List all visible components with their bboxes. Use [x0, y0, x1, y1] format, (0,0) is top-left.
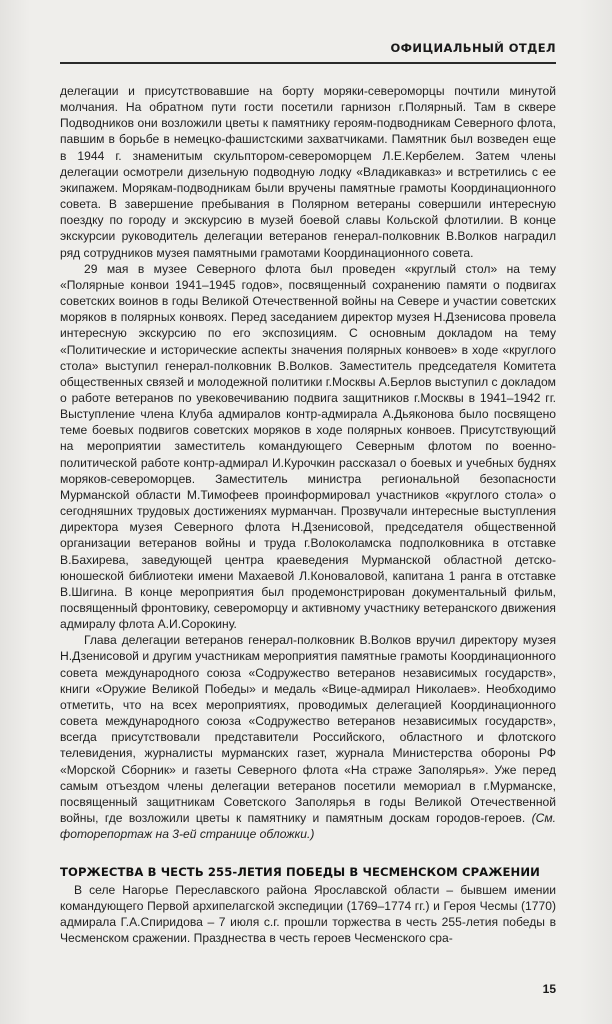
article-2-paragraph: В селе Нагорье Переславского района Ярославской области – бывшем имении командующего Первой архипелагской экспедиции (1769–1774 гг.) и Героя Чесмы (1770) адмирала Г.А.Спиридова – 7 июля с.г. прошли торжества в честь 255-летия победы в Чесменском сражении. Празднества в честь героев Чесменского сра-: [60, 883, 556, 946]
photo-note: (См. фоторепортаж на 3-ей странице обложки.): [60, 811, 556, 842]
paragraph-1: делегации и присутствовавшие на борту моряки-североморцы почтили минутой молчания. На обратном пути гости посетили гарнизон г.Полярный. Там в сквере Подводников они возложили цветы к памятнику героям-подводникам Северного флота, павшим в борьбе в немецко-фашистскими захватчиками. Памятник был возведен еще в 1944 г. знаменитым скульптором-североморцем Л.Е.Кербелем. Затем члены делегации осмотрели дизельную подводную лодку «Владикавказ» и встретились с ее экипажем. Морякам-подводникам были вручены памятные грамоты Координационного совета. В завершение пребывания в Полярном ветераны совершили интересную поездку по городу и экскурсию в музей боевой славы Кольской флотилии. В конце экскурсии руководитель делегации ветеранов генерал-полковник В.Волков наградил ряд сотрудников музея памятными грамотами Координационного совета.: [60, 84, 556, 260]
page-header: [60, 36, 556, 64]
paragraph-3-text: Глава делегации ветеранов генерал-полковник В.Волков вручил директору музея Н.Дзенисовой и другим участникам мероприятия памятные грамоты Координационного совета международного союза «Содружество ветеранов независимых государств», книги «Оружие Великой Победы» и медаль «Вице-адмирал Николаев». Необходимо отметить, что на всех мероприятиях, проводимых делегацией Координационного совета международного союза «Содружество ветеранов независимых государств», всегда присутствовали представители Российского, областного и флотского телевидения, журналисты мурманских газет, журнала Министерства обороны РФ «Морской Сборник» и газеты Северного флота «На страже Заполярья». Уже перед самым отъездом члены делегации ветеранов посетили мемориал в г.Мурманске, посвященный защитникам Советского Заполярья в годы Великой Отечественной войны, где возложили цветы к памятнику и памятным доскам городов-героев.: [60, 633, 556, 826]
paragraph-3: [60, 632, 556, 842]
page-number: 15: [542, 982, 556, 996]
section-title: ОФИЦИАЛЬНЫЙ ОТДЕЛ: [390, 41, 556, 55]
article-heading: ТОРЖЕСТВА В ЧЕСТЬ 255-ЛЕТИЯ ПОБЕДЫ В ЧЕСМЕНСКОМ СРАЖЕНИИ: [60, 865, 540, 879]
paragraph-2: 29 мая в музее Северного флота был проведен «круглый стол» на тему «Полярные конвои 1941–1945 годов», посвященный сохранению памяти о подвигах советских воинов в годы Великой Отечественной войны на Севере и участии советских моряков в полярных конвоях. Перед заседанием директор музея Н.Дзенисова провела интересную экскурсию по его экспозициям. С основным докладом на тему «Политические и исторические аспекты значения полярных конвоев» в ходе «круглого стола» выступил генерал-полковник В.Волков. Заместитель председателя Комитета общественных связей и молодежной политики г.Москвы А.Берлов выступил с докладом о работе ветеранов по увековечиванию подвига защитников г.Москвы в 1941–1942 гг. Выступление члена Клуба адмиралов контр-адмирала А.Дьяконова было посвящено теме боевых подвигов советских моряков в ходе полярных конвоев. Присутствующий на мероприятии заместитель командующего Северным флотом по военно-политической работе контр-адмирал И.Курочкин рассказал о боевых и учебных буднях моряков-североморцев. Заместитель министра региональной безопасности Мурманской области М.Тимофеев проинформировал участников «круглого стола» о сегодняшних трудовых достижениях мурманчан. Прозвучали интересные выступления директора музея Северного флота Н.Дзенисовой, председателя общественной организации ветеранов войны и труда г.Волоколамска подполковника в отставке В.Бахирева, заведующей центра краеведения Мурманской областной детско-юношеской библиотеки имени Махаевой Л.Коноваловой, капитана 1 ранга в отставке В.Шигина. В конце мероприятия был продемонстрирован документальный фильм, посвященный фронтовику, североморцу и активному участнику ветеранского движения адмиралу флота А.И.Сорокину.: [60, 261, 556, 632]
article-body: [60, 83, 556, 842]
article-2-body: [60, 882, 556, 947]
